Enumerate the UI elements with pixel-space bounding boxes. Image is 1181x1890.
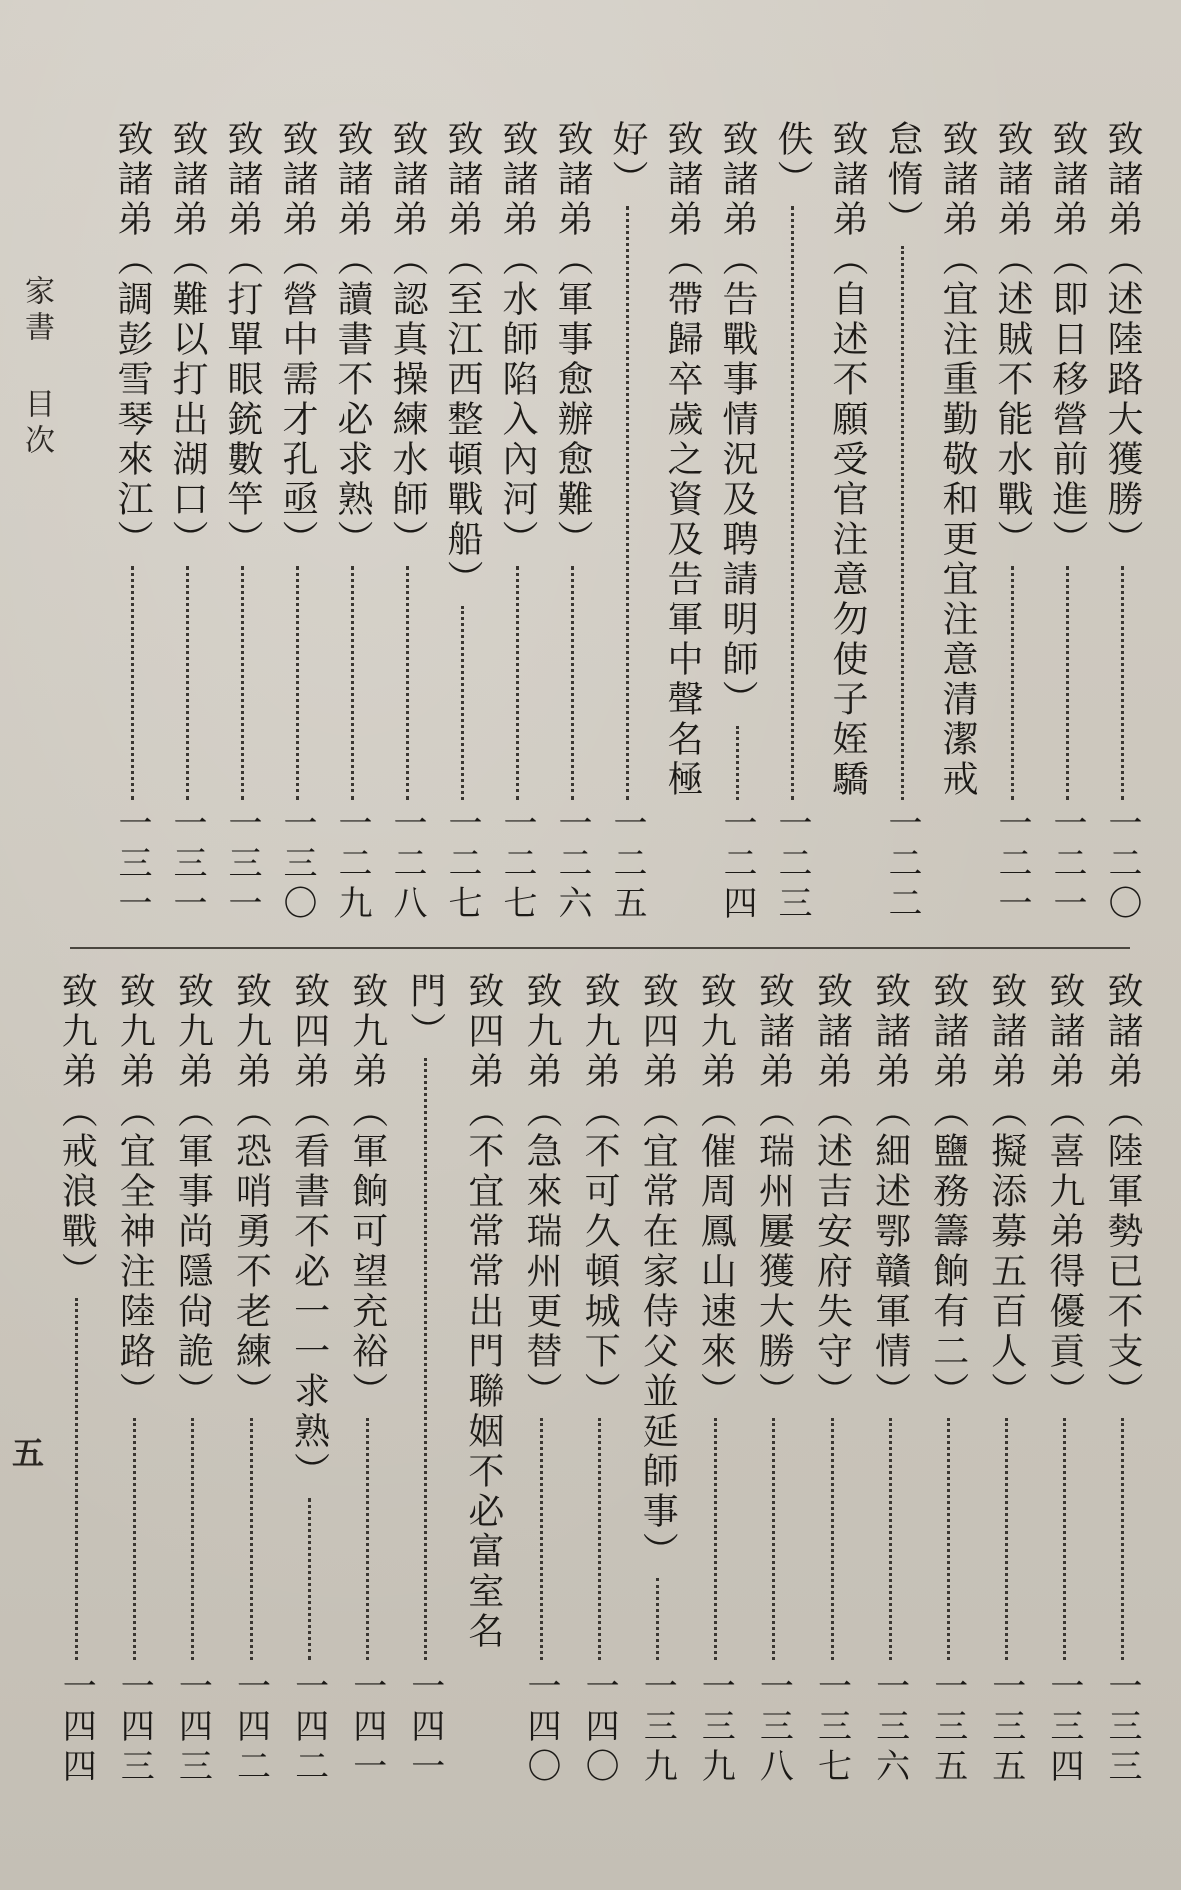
toc-entry-title: 致諸弟（鹽務籌餉有二） bbox=[927, 972, 969, 1412]
toc-entry-page: 一三六 bbox=[869, 1668, 910, 1788]
toc-entry-title: 致諸弟（讀書不必求熟） bbox=[332, 120, 373, 560]
toc-entry-page: 一四二 bbox=[288, 1668, 329, 1788]
dot-leader bbox=[424, 1058, 427, 1660]
dot-leader bbox=[791, 206, 794, 800]
toc-entry-page: 一四一 bbox=[404, 1668, 445, 1788]
toc-entry-title: 致諸弟（述陸路大獲勝） bbox=[1102, 120, 1143, 560]
toc-entry-title: 佚） bbox=[772, 120, 813, 200]
dot-leader bbox=[947, 1418, 950, 1660]
toc-entry-page: 一四一 bbox=[346, 1668, 387, 1788]
toc-entry-page: 一二二 bbox=[882, 805, 922, 925]
toc-entry-page: 一四四 bbox=[56, 1668, 97, 1788]
toc-entry-title: 致諸弟（認真操練水師） bbox=[387, 120, 428, 560]
toc-entry-page: 一三一 bbox=[112, 805, 152, 925]
toc-entry-title: 致諸弟（水師陷入內河） bbox=[497, 120, 538, 560]
dot-leader bbox=[133, 1418, 136, 1660]
toc-entry-title: 致諸弟（述吉安府失守） bbox=[811, 972, 853, 1412]
dot-leader bbox=[131, 566, 134, 800]
toc-entry-page: 一三三 bbox=[1102, 1668, 1142, 1788]
toc-entry-title: 致九弟（軍餉可望充裕） bbox=[346, 972, 388, 1412]
toc-entry-page: 一三九 bbox=[637, 1668, 678, 1788]
dot-leader bbox=[75, 1298, 78, 1660]
toc-entry-title: 致諸弟（即日移營前進） bbox=[1047, 120, 1088, 560]
toc-entry-title: 致諸弟（調彭雪琴來江） bbox=[112, 120, 153, 560]
toc-entry-page: 一二九 bbox=[332, 805, 372, 925]
toc-entry-page: 一二一 bbox=[992, 805, 1032, 925]
toc-entry-page: 一四二 bbox=[230, 1668, 271, 1788]
toc-entry-title: 致諸弟（帶歸卒歲之資及告軍中聲名極 bbox=[662, 120, 703, 800]
dot-leader bbox=[736, 726, 739, 800]
dot-leader bbox=[901, 246, 904, 800]
toc-entry-page: 一四三 bbox=[114, 1668, 155, 1788]
toc-entry-page: 一二〇 bbox=[1102, 805, 1142, 925]
toc-entry-title: 致九弟（催周鳳山速來） bbox=[695, 972, 737, 1412]
toc-entry-title: 門） bbox=[404, 972, 446, 1052]
toc-entry-page: 一三一 bbox=[222, 805, 262, 925]
dot-leader bbox=[366, 1418, 369, 1660]
dot-leader bbox=[296, 566, 299, 800]
toc-entry-title: 致九弟（不可久頓城下） bbox=[579, 972, 621, 1412]
dot-leader bbox=[351, 566, 354, 800]
toc-entry-title: 致諸弟（自述不願受官注意勿使子姪驕 bbox=[827, 120, 868, 800]
dot-leader bbox=[714, 1418, 717, 1660]
toc-entry-title: 好） bbox=[607, 120, 648, 200]
toc-entry-page: 一三五 bbox=[927, 1668, 968, 1788]
toc-entry-title: 怠惰） bbox=[882, 120, 923, 240]
toc-entry-page: 一三四 bbox=[1043, 1668, 1084, 1788]
dot-leader bbox=[406, 566, 409, 800]
toc-entry-page: 一三七 bbox=[811, 1668, 852, 1788]
running-header: 家書 目次 bbox=[19, 275, 54, 460]
dot-leader bbox=[831, 1418, 834, 1660]
toc-entry-title: 致四弟（宜常在家侍父並延師事） bbox=[637, 972, 679, 1572]
toc-entry-page: 一二六 bbox=[552, 805, 592, 925]
toc-entry-page: 一三九 bbox=[695, 1668, 736, 1788]
toc-entry-title: 致九弟（急來瑞州更替） bbox=[521, 972, 562, 1412]
dot-leader bbox=[186, 566, 189, 800]
dot-leader bbox=[250, 1418, 253, 1660]
toc-entry-title: 致諸弟（喜九弟得優貢） bbox=[1043, 972, 1085, 1412]
toc-entry-title: 致諸弟（至江西整頓戰船） bbox=[442, 120, 483, 600]
toc-entry-page: 一三〇 bbox=[277, 805, 317, 925]
dot-leader bbox=[1121, 1418, 1124, 1660]
toc-entry-title: 致九弟（恐哨勇不老練） bbox=[230, 972, 272, 1412]
toc-entry-page: 一二一 bbox=[1047, 805, 1087, 925]
toc-entry-title: 致四弟（看書不必一一求熟） bbox=[288, 972, 330, 1492]
dot-leader bbox=[889, 1418, 892, 1660]
dot-leader bbox=[540, 1418, 543, 1660]
toc-entry-page: 一四三 bbox=[172, 1668, 213, 1788]
toc-entry-title: 致諸弟（細述鄂贛軍情） bbox=[869, 972, 911, 1412]
toc-entry-page: 一二七 bbox=[442, 805, 482, 925]
dot-leader bbox=[1063, 1418, 1066, 1660]
dot-leader bbox=[516, 566, 519, 800]
toc-entry-page: 一三八 bbox=[753, 1668, 794, 1788]
toc-entry-title: 致諸弟（打單眼銃數竿） bbox=[222, 120, 263, 560]
toc-entry-page: 一二四 bbox=[717, 805, 757, 925]
toc-entry-title: 致諸弟（宜注重勤敬和更宜注意清潔戒 bbox=[937, 120, 978, 800]
toc-entry-title: 致諸弟（述賊不能水戰） bbox=[992, 120, 1033, 560]
toc-entry-page: 一四〇 bbox=[579, 1668, 620, 1788]
dot-leader bbox=[1121, 566, 1124, 800]
toc-entry-page: 一三五 bbox=[985, 1668, 1026, 1788]
toc-entry-title: 致九弟（宜全神注陸路） bbox=[114, 972, 156, 1412]
section-divider bbox=[70, 947, 1130, 949]
dot-leader bbox=[1005, 1418, 1008, 1660]
toc-entry-page: 一二五 bbox=[607, 805, 647, 925]
toc-entry-title: 致九弟（軍事尚隱尙詭） bbox=[172, 972, 214, 1412]
toc-entry-page: 一二七 bbox=[497, 805, 537, 925]
toc-entry-title: 致諸弟（軍事愈辦愈難） bbox=[552, 120, 593, 560]
toc-entry-page: 一二三 bbox=[772, 805, 812, 925]
dot-leader bbox=[1066, 566, 1069, 800]
toc-entry-title: 致諸弟（營中需才孔亟） bbox=[277, 120, 318, 560]
toc-entry-title: 致九弟（戒浪戰） bbox=[56, 972, 98, 1292]
toc-entry-title: 致諸弟（告戰事情況及聘請明師） bbox=[717, 120, 758, 720]
page-number: 五 bbox=[12, 1434, 45, 1472]
dot-leader bbox=[571, 566, 574, 800]
toc-entry-page: 一四〇 bbox=[521, 1668, 561, 1788]
dot-leader bbox=[626, 206, 629, 800]
toc-entry-title: 致諸弟（擬添募五百人） bbox=[985, 972, 1027, 1412]
dot-leader bbox=[656, 1578, 659, 1660]
dot-leader bbox=[1011, 566, 1014, 800]
toc-entry-title: 致諸弟（難以打出湖口） bbox=[167, 120, 208, 560]
toc-entry-title: 致四弟（不宜常常出門聯姻不必富室名 bbox=[462, 972, 504, 1652]
dot-leader bbox=[191, 1418, 194, 1660]
dot-leader bbox=[598, 1418, 601, 1660]
dot-leader bbox=[461, 606, 464, 800]
dot-leader bbox=[241, 566, 244, 800]
dot-leader bbox=[308, 1498, 311, 1660]
toc-entry-title: 致諸弟（陸軍勢已不支） bbox=[1102, 972, 1143, 1412]
toc-entry-page: 一二八 bbox=[387, 805, 427, 925]
toc-entry-title: 致諸弟（瑞州屢獲大勝） bbox=[753, 972, 795, 1412]
dot-leader bbox=[772, 1418, 775, 1660]
toc-entry-page: 一三一 bbox=[167, 805, 207, 925]
